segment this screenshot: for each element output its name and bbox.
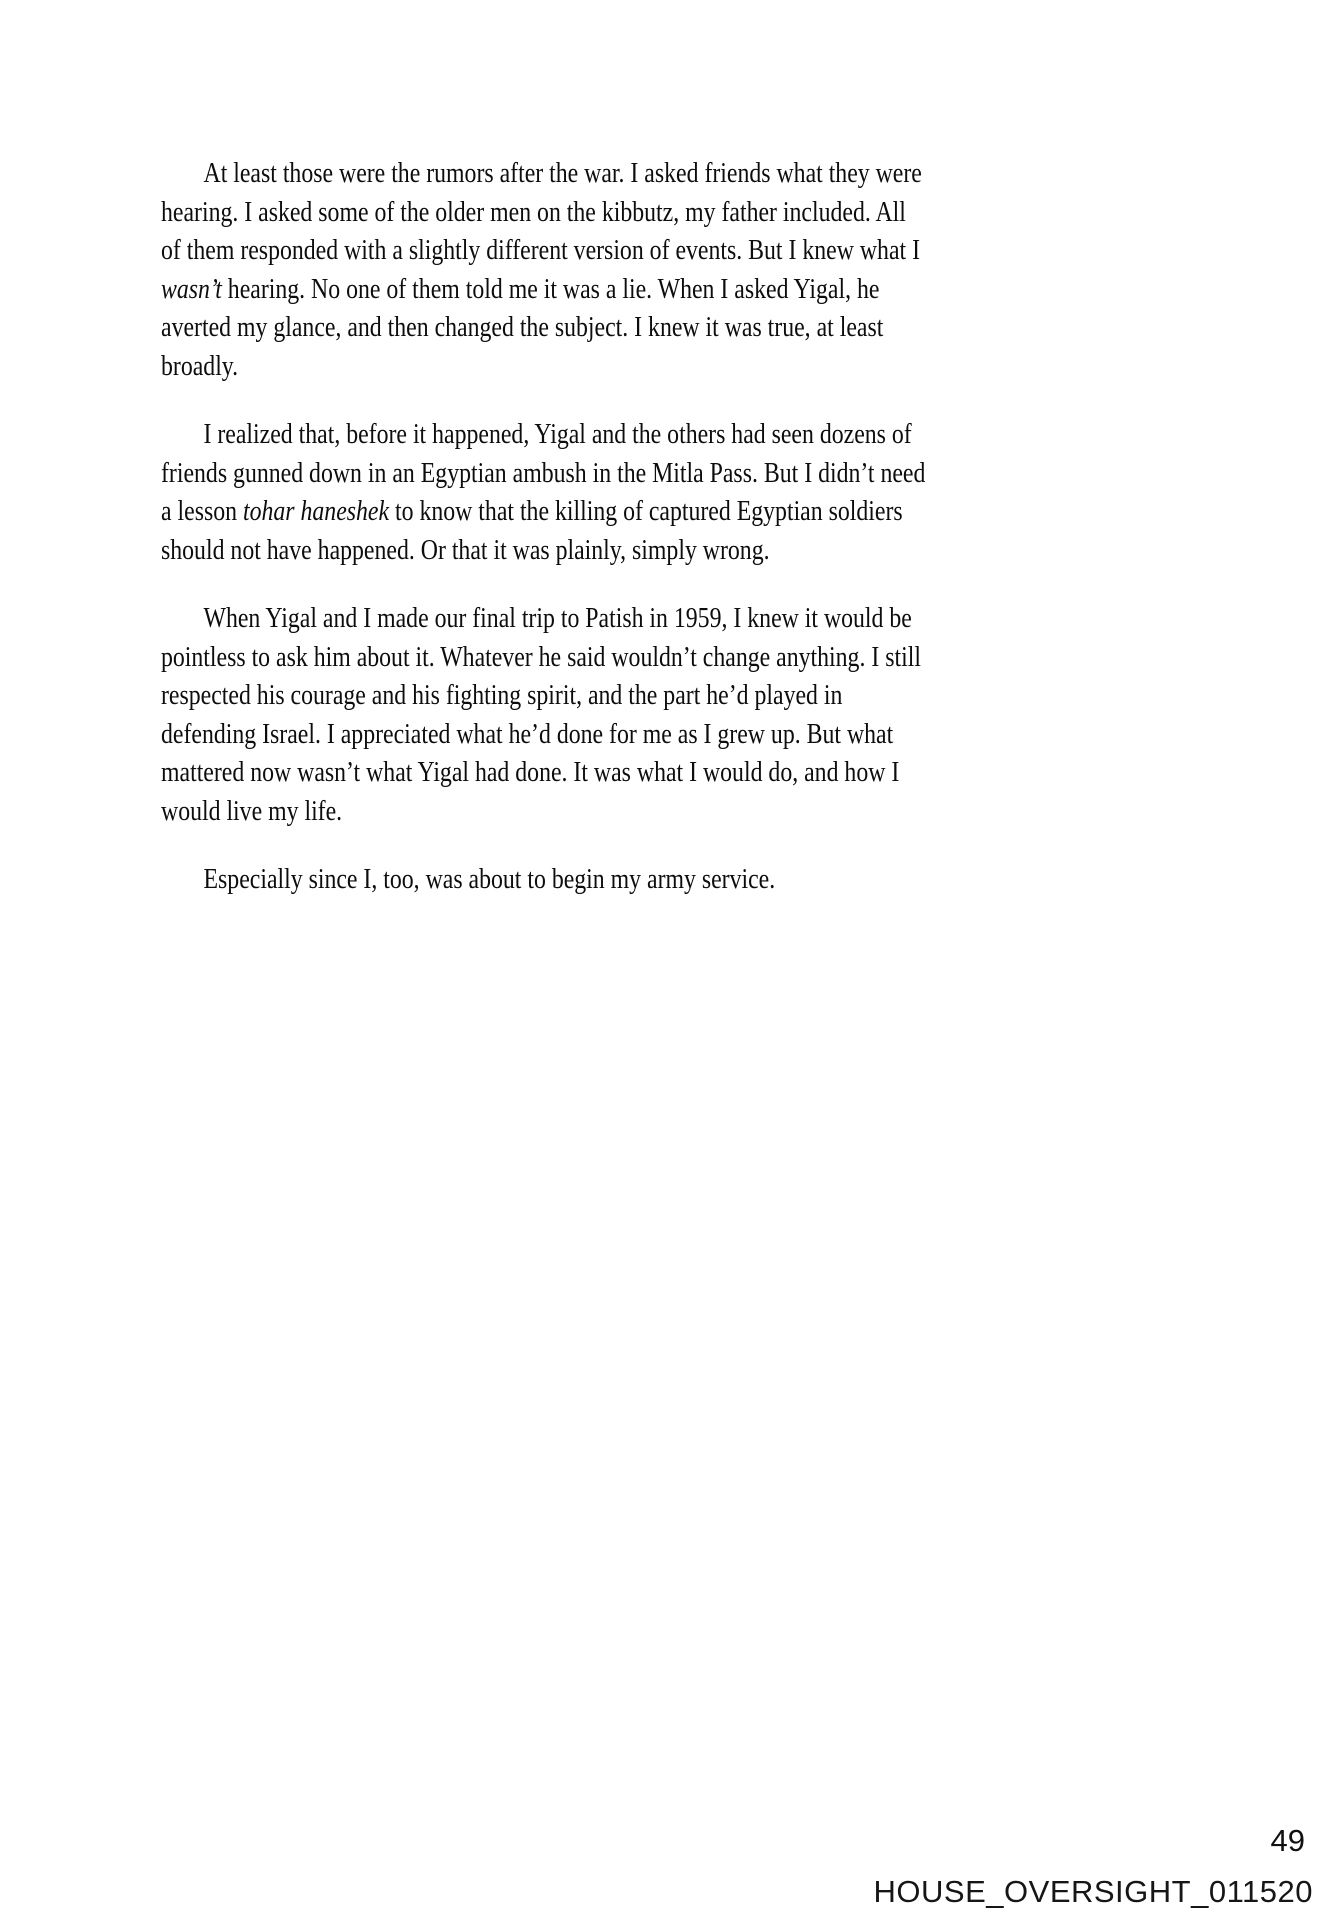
paragraph [161, 600, 1062, 831]
text-line: friends gunned down in an Egyptian ambush in the Mitla Pass. But I didn’t need [161, 457, 926, 489]
text-line: of them responded with a slightly different version of events. But I knew what I [161, 235, 921, 266]
text-line: a lesson tohar haneshek to know that the killing of captured Egyptian soldiers [161, 496, 903, 527]
text-line: Especially since I, too, was about to begin my army service. [203, 864, 776, 895]
paragraph [161, 861, 1062, 900]
text-line: At least those were the rumors after the war. I asked friends what they were [203, 158, 922, 189]
text-line: averted my glance, and then changed the subject. I knew it was true, at least [161, 312, 884, 343]
text-line: broadly. [161, 350, 239, 382]
text-line: When Yigal and I made our final trip to Patish in 1959, I knew it would be [203, 603, 912, 634]
text-line: would live my life. [161, 795, 343, 827]
text-line: defending Israel. I appreciated what he’d done for me as I grew up. But what [161, 718, 894, 750]
text-line: wasn’t hearing. No one of them told me it was a lie. When I asked Yigal, he [161, 273, 880, 305]
text-line: should not have happened. Or that it was plainly, simply wrong. [161, 534, 770, 566]
paragraph [161, 416, 1062, 570]
text-line: mattered now wasn’t what Yigal had done. It was what I would do, and how I [161, 757, 900, 788]
body-text [161, 155, 1062, 930]
text-line: pointless to ask him about it. Whatever he said wouldn’t change anything. I still [161, 641, 921, 673]
paragraph [161, 155, 1062, 386]
page-number: 49 [1270, 1823, 1305, 1858]
text-line: I realized that, before it happened, Yigal and the others had seen dozens of [203, 419, 912, 450]
bates-stamp: HOUSE_OVERSIGHT_011520 [873, 1874, 1313, 1909]
text-line: respected his courage and his fighting spirit, and the part he’d played in [161, 680, 843, 711]
text-line: hearing. I asked some of the older men on the kibbutz, my father included. All [161, 196, 906, 228]
